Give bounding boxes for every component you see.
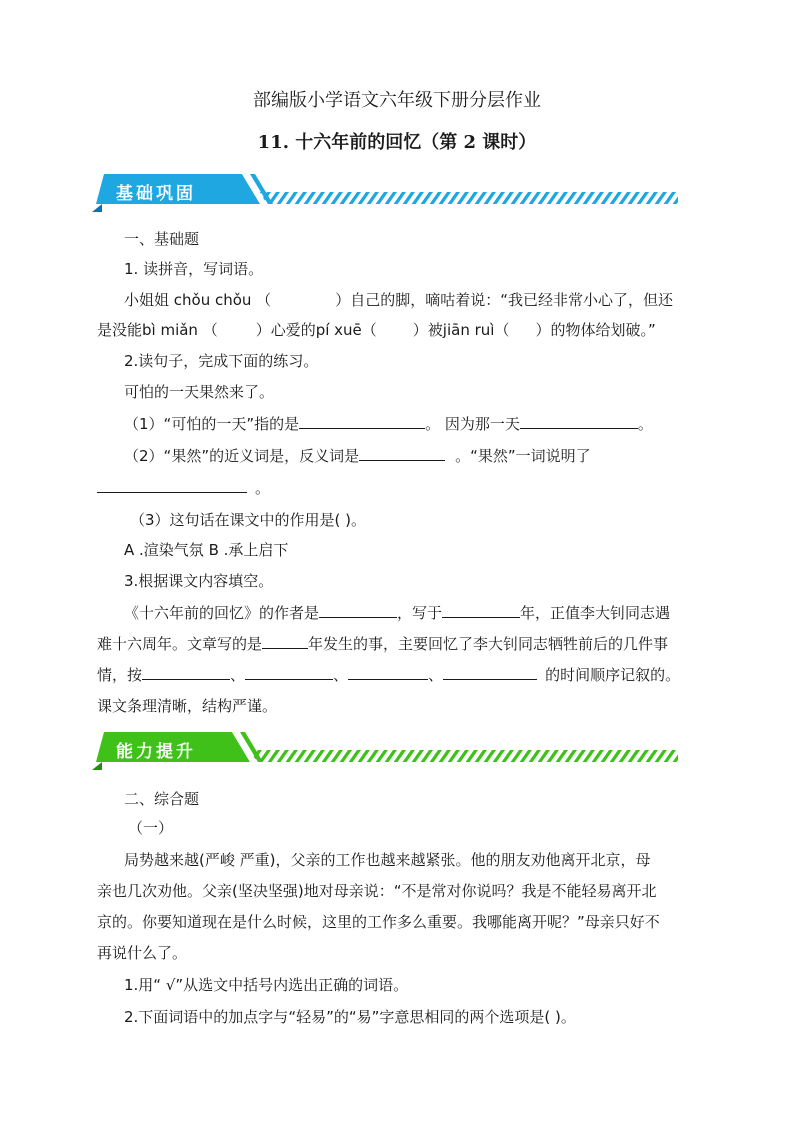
passage-line-1: 局势越来越(严峻 严重)，父亲的工作也越来越紧张。他的朋友劝他离开北京，母 (124, 851, 651, 869)
q1-text-e: ）被jiān ruì（ (412, 321, 510, 339)
passage-line-3: 京的。你要知道现在是什么时候，这里的工作多么重要。我哪能离开呢？”母亲只好不 (97, 913, 660, 931)
blank-terrible-day[interactable] (299, 414, 425, 429)
q2-options: A .渲染气氛 B .承上启下 (124, 541, 289, 559)
blank-year-written[interactable] (442, 603, 520, 618)
q3-sep-3: 、 (428, 666, 444, 684)
q1-title: 1. 读拼音，写词语。 (124, 260, 264, 278)
q2-sub2-text-a: （2）“果然”的近义词是，反义词是 (124, 447, 360, 465)
section-banner-basic (92, 172, 692, 212)
part2-q1: 1.用“ √”从选文中括号内选出正确的词语。 (124, 976, 409, 994)
part2-q2: 2.下面词语中的加点字与“轻易”的“易”字意思相同的两个选项是( )。 (124, 1008, 576, 1026)
q1-text-a: 小姐姐 chǒu chǒu （ (124, 291, 272, 309)
section-banner-ability (92, 730, 692, 770)
q2-sub2-text-c: 。 (255, 479, 271, 497)
blank-sequence-3[interactable] (348, 665, 428, 680)
q1-line1 (124, 290, 673, 310)
q3-sep-2: 、 (333, 666, 349, 684)
blank-author[interactable] (319, 603, 397, 618)
q3-line3 (97, 665, 680, 685)
q2-sub1-text-c: 。 (637, 415, 653, 433)
lesson-title: 11. 十六年前的回忆（第 2 课时） (257, 132, 537, 153)
q2-title: 2.读句子，完成下面的练习。 (124, 352, 319, 370)
q2-sub1-text-b: 。 因为那一天 (425, 415, 520, 433)
q2-sub2-text-b: 。“果然”一词说明了 (455, 447, 591, 465)
banner-ability-label: 能力提升 (116, 742, 196, 762)
q1-line2 (97, 320, 656, 340)
q3-line4: 课文条理清晰，结构严谨。 (97, 697, 278, 715)
q2-sentence: 可怕的一天果然来了。 (124, 383, 275, 401)
part1-heading: 一、基础题 (124, 230, 200, 248)
blank-sequence-2[interactable] (245, 665, 333, 680)
part2-heading: 二、综合题 (124, 790, 200, 808)
q2-sub2-cont (97, 478, 270, 498)
passage-line-4: 再说什么了。 (97, 944, 188, 962)
q3-text-b: ，写于 (397, 604, 443, 622)
document-title: 部编版小学语文六年级下册分层作业 (253, 90, 541, 111)
q3-title: 3.根据课文内容填空。 (124, 572, 274, 590)
part2-sub: （一） (128, 819, 174, 837)
blank-sequence-1[interactable] (142, 665, 230, 680)
q2-sub3: （3）这句话在课文中的作用是( )。 (130, 511, 367, 529)
q3-text-f: 情，按 (97, 666, 143, 684)
banner-basic-label: 基础巩固 (116, 184, 196, 204)
q3-text-e: 年发生的事，主要回忆了李大钊同志牺牲前后的几件事 (308, 635, 669, 653)
q3-text-c: 年，正值李大钊同志遇 (520, 604, 671, 622)
passage-line-2: 亲也几次劝他。父亲(坚决坚强)地对母亲说：“不是常对你说吗？我是不能轻易离开北 (97, 882, 657, 900)
q2-sub2 (124, 446, 591, 466)
q2-sub1 (124, 414, 653, 434)
q1-text-f: ）的物体给划破。” (535, 321, 656, 339)
blank-antonym[interactable] (359, 446, 445, 461)
q1-text-b: ）自己的脚，嘀咕着说：“我已经非常小心了，但还 (335, 291, 673, 309)
q2-sub1-text-a: （1）“可怕的一天”指的是 (124, 415, 300, 433)
q1-text-d: ）心爱的pí xuē（ (255, 321, 377, 339)
q1-text-c: 是没能bì miǎn （ (97, 321, 218, 339)
q3-text-g: 的时间顺序记叙的。 (545, 666, 681, 684)
q3-sep-1: 、 (230, 666, 246, 684)
q3-line1 (124, 603, 670, 623)
blank-guoran-shows[interactable] (97, 478, 247, 493)
blank-event-year[interactable] (262, 634, 308, 649)
blank-because-that-day[interactable] (520, 414, 638, 429)
q3-text-a: 《十六年前的回忆》的作者是 (124, 604, 320, 622)
q3-line2 (97, 634, 668, 654)
blank-sequence-4[interactable] (443, 665, 537, 680)
q3-text-d: 难十六周年。文章写的是 (97, 635, 263, 653)
